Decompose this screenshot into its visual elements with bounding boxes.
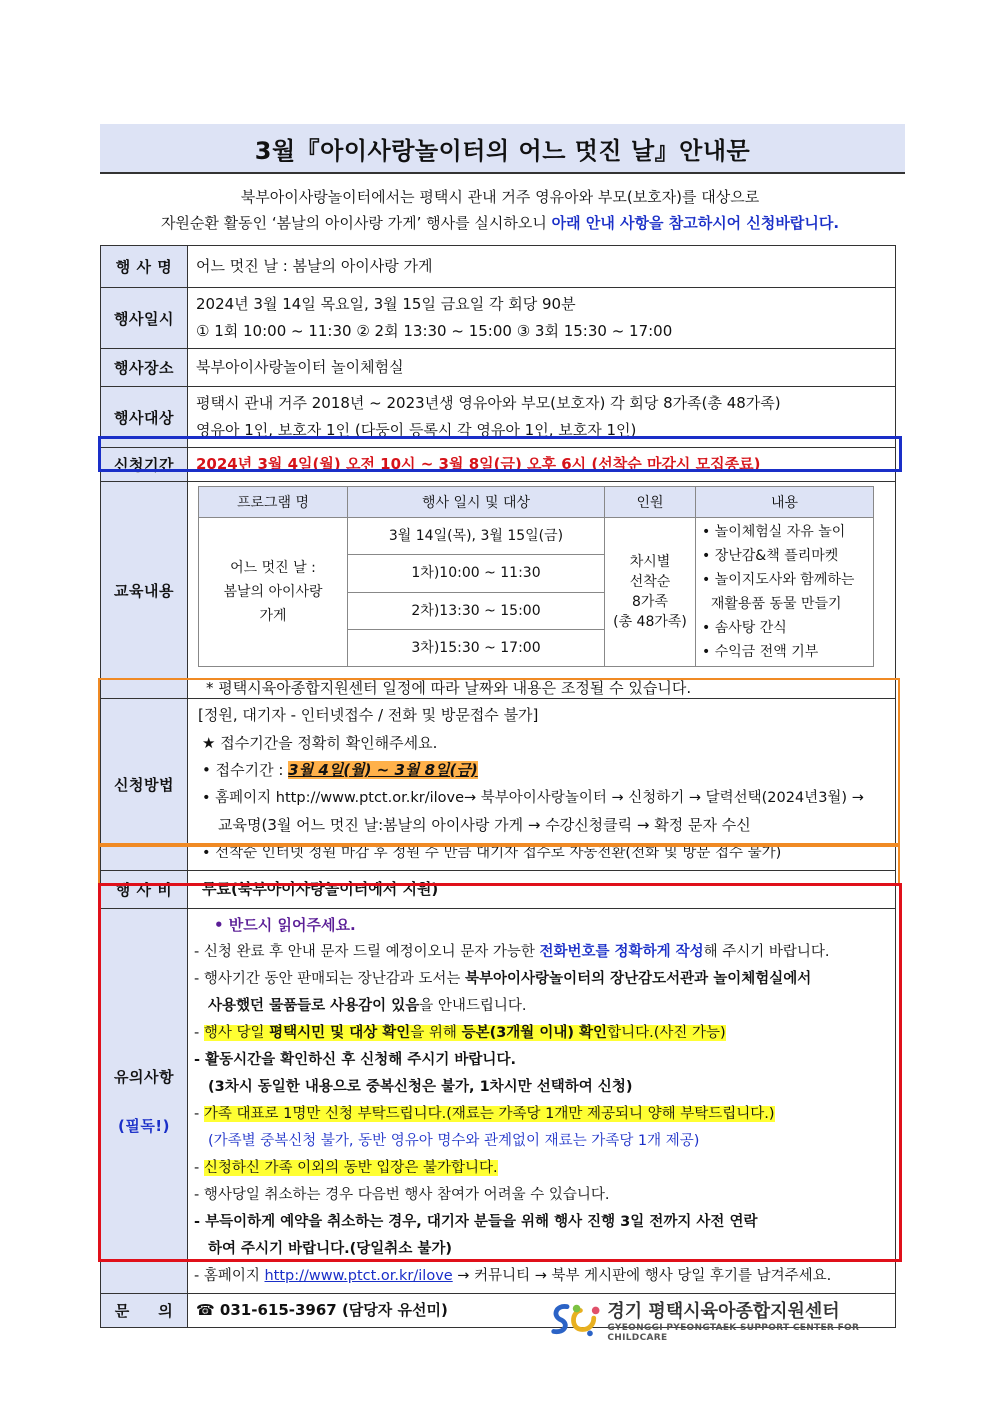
notice-3-c: 을 위해 bbox=[410, 1025, 462, 1041]
center-name: 경기 평택시육아종합지원센터 bbox=[607, 1301, 840, 1322]
value-contact: ☎ 031-615-3967 (담당자 유선미) bbox=[188, 1294, 896, 1328]
apply-method-line-4: • 홈페이지 http://www.ptct.or.kr/ilove→ 북부아이사랑놀이터 → 신청하기 → 달력선택(2024년3월) → bbox=[202, 789, 864, 806]
notice-2-d: 을 안내드립니다. bbox=[419, 998, 527, 1014]
schedule-slot-3: 3차)15:30 ~ 17:00 bbox=[348, 629, 605, 666]
content-item-3: • 놀이지도사와 함께하는 bbox=[702, 572, 855, 588]
page-title: 3월『아이사랑놀이터의 어느 멋진 날』안내문 bbox=[254, 136, 751, 165]
content-item-3b: 재활용품 동물 만들기 bbox=[702, 596, 842, 612]
notice-item-4: - 활동시간을 확인하신 후 신청해 주시기 바랍니다. bbox=[194, 1052, 516, 1068]
row-event-place bbox=[101, 349, 896, 387]
notice-9-b: → 커뮤니티 → 북부 게시판에 행사 당일 후기를 남겨주세요. bbox=[452, 1268, 832, 1284]
people-line-2: 선착순 bbox=[629, 574, 671, 590]
intro-line-2-emphasis: 아래 안내 사항을 참고하시어 신청바랍니다. bbox=[551, 214, 840, 232]
event-target-line-1: 평택시 관내 거주 2018년 ~ 2023년생 영유아와 부모(보호자) 각 회당 8가족(총 48가족) bbox=[196, 394, 781, 412]
event-target-line-2: 영유아 1인, 보호자 1인 (다둥이 등록시 각 영유아 1인, 보호자 1인) bbox=[196, 421, 637, 439]
notice-item-5: - 가족 대표로 1명만 신청 부탁드립니다.(재료는 가족당 1개만 제공되니 양해 부탁드립니다.) bbox=[194, 1106, 775, 1122]
people-cell bbox=[605, 518, 696, 667]
value-notice bbox=[188, 909, 896, 1294]
content-item-2: • 장난감&책 플리마켓 bbox=[702, 548, 839, 564]
notice-3-highlight bbox=[204, 1025, 726, 1041]
value-event-place: 북부아이사랑놀이터 놀이체험실 bbox=[188, 349, 896, 387]
notice-item-6: - 신청하신 가족 이외의 동반 입장은 불가합니다. bbox=[194, 1160, 498, 1176]
program-header-people: 인원 bbox=[605, 487, 696, 518]
label-event-target: 행사대상 bbox=[101, 387, 188, 448]
row-event-name bbox=[101, 246, 896, 288]
notice-1-b: 전화번호를 정확하게 작성 bbox=[539, 944, 704, 960]
label-event-place: 행사장소 bbox=[101, 349, 188, 387]
apply-method-line-1: [정원, 대기자 - 인터넷접수 / 전화 및 방문접수 불가] bbox=[198, 706, 539, 724]
apply-period-prefix: • 접수기간 : bbox=[202, 761, 289, 779]
notice-item-3: - 행사 당일 평택시민 및 대상 확인을 위해 등본(3개월 이내) 확인합니다.(사진 가능) bbox=[194, 1025, 726, 1041]
value-fee: 무료(북부아이사랑놀이터에서 지원) bbox=[188, 871, 896, 909]
intro-line-2 bbox=[100, 212, 900, 233]
row-education bbox=[101, 482, 896, 699]
value-education bbox=[188, 482, 896, 699]
label-notice-must-read: (필독!) bbox=[117, 1117, 171, 1135]
apply-period-highlight: 3월 4일(월) ~ 3월 8일(금) bbox=[288, 761, 478, 779]
intro-line-1: 북부아이사랑놀이터에서는 평택시 관내 거주 영유아와 부모(보호자)를 대상으로 bbox=[240, 188, 760, 206]
program-name-line-2: 봄날의 아이사랑 bbox=[223, 584, 323, 600]
content-item-4: • 솜사탕 간식 bbox=[702, 620, 787, 636]
people-line-1: 차시별 bbox=[629, 554, 671, 570]
value-apply-period: 2024년 3월 4일(월) 오전 10시 ~ 3월 8일(금) 오후 6시 (선착순 마감시 모집종료) bbox=[188, 448, 896, 482]
notice-item-7: - 행사당일 취소하는 경우 다음번 행사 참여가 어려울 수 있습니다. bbox=[194, 1187, 610, 1203]
notice-3-d: 등본(3개월 이내) 확인 bbox=[461, 1025, 608, 1041]
value-event-date bbox=[188, 288, 896, 349]
label-notice-cell bbox=[101, 909, 188, 1294]
label-apply-method: 신청방법 bbox=[101, 699, 188, 871]
notice-3-b: 평택시민 및 대상 확인 bbox=[269, 1025, 411, 1041]
center-logo bbox=[548, 1298, 908, 1342]
info-table bbox=[100, 245, 896, 1328]
row-apply-method bbox=[101, 699, 896, 871]
value-apply-method bbox=[188, 699, 896, 871]
row-apply-period bbox=[101, 448, 896, 482]
label-education: 교육내용 bbox=[101, 482, 188, 699]
notice-3-a: 행사 당일 bbox=[203, 1025, 270, 1041]
schedule-slot-1: 1차)10:00 ~ 11:30 bbox=[348, 555, 605, 592]
row-notice bbox=[101, 909, 896, 1294]
content-item-5: • 수익금 전액 기부 bbox=[702, 644, 819, 660]
row-fee bbox=[101, 871, 896, 909]
notice-heading: • 반드시 읽어주세요. bbox=[214, 916, 356, 934]
label-contact: 문 의 bbox=[101, 1294, 188, 1328]
notice-item-2b bbox=[194, 993, 887, 1020]
apply-method-line-3 bbox=[198, 757, 887, 785]
homepage-link[interactable]: http://www.ptct.or.kr/ilove bbox=[264, 1268, 453, 1284]
notice-item-8b: 하여 주시기 바랍니다.(당일취소 불가) bbox=[208, 1241, 453, 1257]
title-bar bbox=[100, 124, 905, 174]
program-header-content: 내용 bbox=[696, 487, 874, 518]
label-apply-period: 신청기간 bbox=[101, 448, 188, 482]
schedule-slot-2: 2차)13:30 ~ 15:00 bbox=[348, 592, 605, 629]
notice-3-e: 합니다.(사진 가능) bbox=[607, 1025, 726, 1041]
notice-2-b: 북부아이사랑놀이터의 장난감도서관과 놀이체험실에서 bbox=[465, 971, 812, 987]
program-name-line-1: 어느 멋진 날 : bbox=[230, 560, 316, 576]
center-logo-text bbox=[607, 1297, 908, 1343]
people-line-4: (총 48가족) bbox=[613, 614, 687, 630]
apply-method-line-6: • 선착순 인터넷 정원 마감 후 정원 수 만큼 대기자 접수로 자동전환(전화 및 방문 접수 불가) bbox=[202, 844, 782, 861]
apply-method-line-5: 교육명(3월 어느 멋진 날:봄날의 아이사랑 가게 → 수강신청클릭 → 확정 문자 수신 bbox=[218, 816, 751, 834]
event-date-line-1: 2024년 3월 14일 목요일, 3월 15일 금요일 각 회당 90분 bbox=[196, 295, 576, 313]
notice-2-a: - 행사기간 동안 판매되는 장난감과 도서는 bbox=[194, 971, 466, 987]
notice-5-highlight: 가족 대표로 1명만 신청 부탁드립니다.(재료는 가족당 1개만 제공되니 양해 부탁드립니다.) bbox=[203, 1106, 775, 1122]
value-event-name: 어느 멋진 날 : 봄날의 아이사랑 가게 bbox=[188, 246, 896, 288]
notice-1-c: 해 주시기 바랍니다. bbox=[703, 944, 830, 960]
label-notice: 유의사항 bbox=[114, 1068, 174, 1086]
content-item-1: • 놀이체험실 자유 놀이 bbox=[702, 524, 846, 540]
notice-item-9 bbox=[194, 1263, 887, 1290]
row-event-target bbox=[101, 387, 896, 448]
notice-6-highlight: 신청하신 가족 이외의 동반 입장은 불가합니다. bbox=[203, 1160, 498, 1176]
notice-item-5b: (가족별 중복신청 불가, 동반 영유아 명수와 관계없이 재료는 가족당 1개 제공) bbox=[208, 1133, 700, 1149]
notice-1-a: - 신청 완료 후 안내 문자 드릴 예정이오니 문자 가능한 bbox=[194, 944, 540, 960]
apply-method-line-2: ★ 접수기간을 정확히 확인해주세요. bbox=[202, 733, 438, 752]
label-fee: 행 사 비 bbox=[101, 871, 188, 909]
value-event-target bbox=[188, 387, 896, 448]
notice-9-a: - 홈페이지 bbox=[194, 1268, 265, 1284]
notice-item-2 bbox=[194, 966, 887, 993]
label-event-date: 행사일시 bbox=[101, 288, 188, 349]
program-table bbox=[198, 486, 874, 667]
schedule-dates: 3월 14일(목), 3월 15일(금) bbox=[348, 518, 605, 555]
program-header-schedule: 행사 일시 및 대상 bbox=[348, 487, 605, 518]
people-line-3: 8가족 bbox=[632, 594, 668, 610]
notice-item-4b: (3차시 동일한 내용으로 중복신청은 불가, 1차시만 선택하여 신청) bbox=[208, 1079, 633, 1095]
event-date-line-2: ① 1회 10:00 ~ 11:30 ② 2회 13:30 ~ 15:00 ③ 3회 15:30 ~ 17:00 bbox=[196, 322, 673, 340]
program-header-name: 프로그램 명 bbox=[199, 487, 348, 518]
center-logo-icon bbox=[548, 1300, 601, 1340]
notice-item-8: - 부득이하게 예약을 취소하는 경우, 대기자 분들을 위해 행사 진행 3일 전까지 사전 연락 bbox=[194, 1214, 758, 1230]
notice-2-c: 사용했던 물품들로 사용감이 있음 bbox=[208, 998, 420, 1014]
intro-line-2-text: 자원순환 활동인 ‘봄날의 아이사랑 가게’ 행사를 실시하오니 bbox=[160, 214, 552, 232]
label-event-name: 행 사 명 bbox=[101, 246, 188, 288]
row-event-date bbox=[101, 288, 896, 349]
program-name-cell bbox=[199, 518, 348, 667]
education-note: * 평택시육아종합지원센터 일정에 따라 날짜와 내용은 조정될 수 있습니다. bbox=[206, 679, 692, 697]
content-cell bbox=[696, 518, 874, 667]
center-name-en: GYEONGGI PYEONGTAEK SUPPORT CENTER FOR CHILDCARE bbox=[607, 1323, 860, 1343]
notice-item-1 bbox=[194, 939, 887, 966]
program-name-line-3: 가게 bbox=[259, 608, 287, 624]
